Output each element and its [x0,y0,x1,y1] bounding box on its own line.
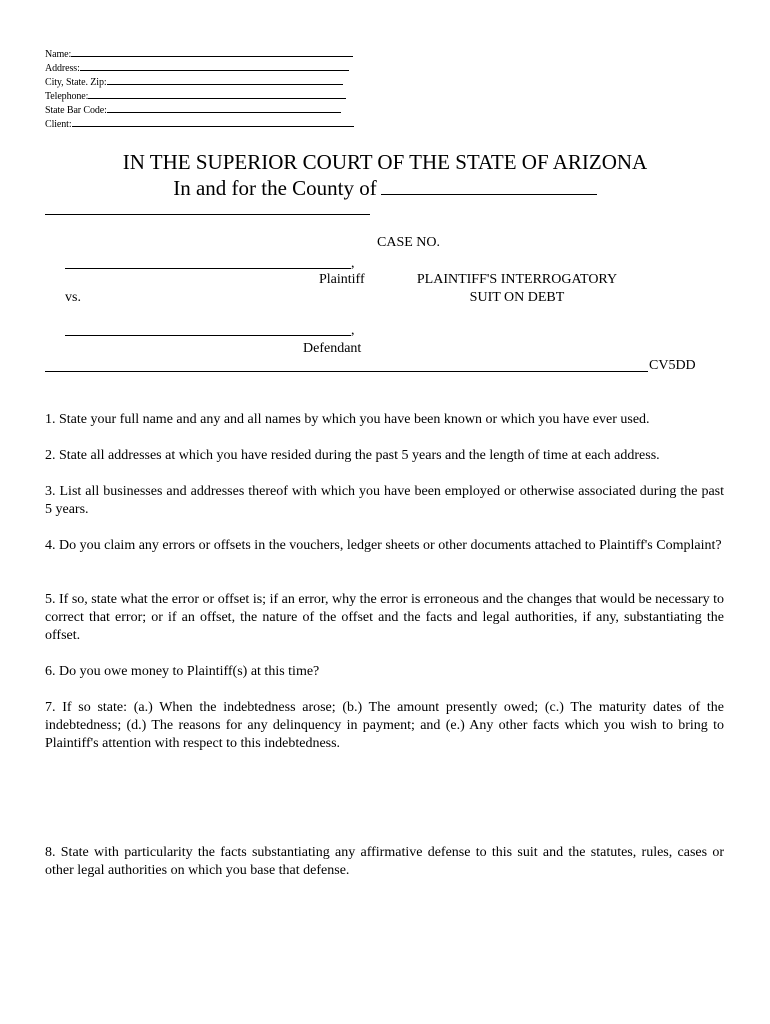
county-prefix: In and for the County of [173,176,377,200]
telephone-field[interactable] [45,89,346,103]
city-state-zip-blank[interactable] [107,75,343,85]
caption-top-rule [45,214,370,215]
client-blank[interactable] [72,117,354,127]
interrogatory-2: 2. State all addresses at which you have resided during the past 5 years and the length of time at each address. [45,448,660,463]
telephone-blank[interactable] [88,89,346,99]
address-label: Address: [45,63,80,74]
caption-bottom-rule [45,371,648,372]
state-bar-code-blank[interactable] [107,103,341,113]
plaintiff-label: Plaintiff [319,272,365,287]
client-field[interactable] [45,117,354,131]
city-state-zip-field[interactable] [45,75,343,89]
defendant-comma: , [351,323,355,338]
document-title-line2: SUIT ON DEBT [469,290,565,305]
interrogatory-3: 3. List all businesses and addresses thereof with which you have been employed or otherwise associated during the past 5 years. [45,484,724,517]
plaintiff-comma: , [351,256,355,271]
court-title: IN THE SUPERIOR COURT OF THE STATE OF ARIZONA [122,150,648,174]
city-state-zip-label: City, State. Zip: [45,77,107,88]
interrogatory-6: 6. Do you owe money to Plaintiff(s) at this time? [45,664,320,679]
client-label: Client: [45,119,72,130]
defendant-name-blank[interactable] [65,335,351,336]
interrogatory-4: 4. Do you claim any errors or offsets in the vouchers, ledger sheets or other documents attached to Plaintiff's Complaint? [45,538,722,553]
state-bar-code-label: State Bar Code: [45,105,107,116]
telephone-label: Telephone: [45,91,89,102]
address-field[interactable] [45,61,349,75]
address-blank[interactable] [80,61,349,71]
interrogatory-7: 7. If so state: (a.) When the indebtedness arose; (b.) The amount presently owed; (c.) The maturity dates of the indebtedness; (d.) The reasons for any delinquency in payment; and (e.) Any other facts which you wish to bring to Plaintiff's attention with respect to this indebtedness. [45,700,724,751]
case-number-label: CASE NO. [377,235,441,250]
name-field[interactable] [45,47,353,61]
document-title-line1: PLAINTIFF'S INTERROGATORY [416,272,618,287]
name-label: Name: [45,49,72,60]
state-bar-code-field[interactable] [45,103,341,117]
form-code: CV5DD [649,358,696,373]
interrogatory-8: 8. State with particularity the facts substantiating any affirmative defense to this suit and the statutes, rules, cases or other legal authorities on which you base that defense. [45,845,724,878]
name-blank[interactable] [71,47,353,57]
interrogatory-5: 5. If so, state what the error or offset is; if an error, why the error is erroneous and the changes that would be necessary to correct that error; or if an offset, the nature of the offset and the facts and legal authorities, if any, substantiating the offset. [45,592,724,643]
county-blank[interactable] [381,176,597,195]
interrogatory-1: 1. State your full name and any and all names by which you have been known or which you have ever used. [45,412,650,427]
county-line [0,175,770,201]
defendant-label: Defendant [303,341,362,356]
versus-label: vs. [65,290,81,305]
plaintiff-name-blank[interactable] [65,268,351,269]
